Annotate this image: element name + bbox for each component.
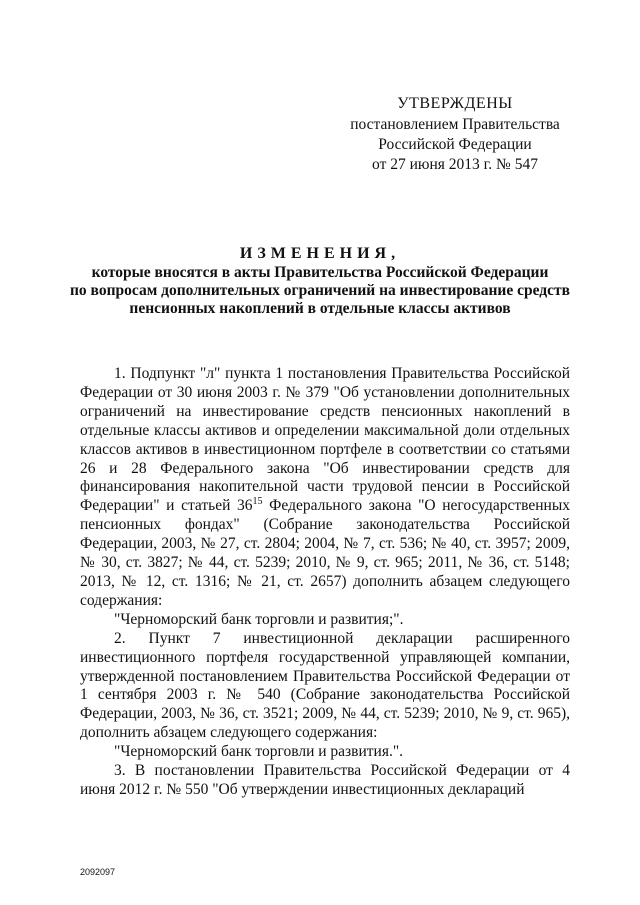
approval-line: постановлением Правительства: [350, 116, 560, 133]
title-line: которые вносятся в акты Правительства Российской Федерации: [91, 264, 549, 281]
title-main: ИЗМЕНЕНИЯ,: [239, 245, 401, 262]
paragraph-2: 2. Пункт 7 инвестиционной декларации расширенного инвестиционного портфеля государственной управляющей компании, утвержденной постановлением Правительства Российской Федерации от 1 сентября 2003 г. № 540 (Собрание законодательства Российской Федерации, 2003, № 36, ст. 3521; 2009, № 44, ст. 5239; 2010, № 9, ст. 965), дополнить абзацем следующего содержания:: [80, 629, 570, 742]
paragraph-3: 3. В постановлении Правительства Российской Федерации от 4 июня 2012 г. № 550 "Об утверждении инвестиционных деклараций: [80, 762, 570, 798]
approval-line: Российской Федерации: [378, 136, 532, 153]
paragraph-1-text-b: Федерального закона "О негосударственных пенсионных фондах" (Собрание законодательства Российской Федерации, 2003, № 27, ст. 2804; 2004, № 7, ст. 536; № 40, ст. 3957; 2009, № 30, ст. 3827; № 44, ст. 5239; 2010, № 9, ст. 965; 2011, № 36, ст. 5148; 2013, № 12, ст. 1316; № 21, ст. 2657) дополнить абзацем следующего содержания:: [80, 497, 570, 609]
footer-document-code: 2092097: [80, 867, 116, 877]
paragraph-1: [80, 365, 570, 611]
title-line: пенсионных накоплений в отдельные классы активов: [129, 300, 511, 317]
document-title: [60, 245, 580, 318]
approval-line: от 27 июня 2013 г. № 547: [372, 156, 538, 173]
superscript: 15: [252, 496, 263, 508]
quote-1: "Черноморский банк торговли и развития;".: [114, 610, 404, 628]
document-body: [80, 365, 570, 800]
quote-2: "Черноморский банк торговли и развития.".: [114, 743, 404, 761]
paragraph-1-text-a: 1. Подпункт "л" пункта 1 постановления Правительства Российской Федерации от 30 июня 2003 г. № 379 "Об установлении дополнительных ограничений на инвестирование средств пенсионных накоплений в отдельные классы активов и определении максимальной доли отдельных классов активов в инвестиционном портфеле в соответствии со статьями 26 и 28 Федерального закона "Об инвестировании средств для финансирования накопительной части трудовой пенсии в Российской Федерации" и статьей 36: [80, 365, 570, 515]
approval-heading: УТВЕРЖДЕНЫ: [397, 95, 513, 112]
approval-stamp: [330, 94, 580, 175]
title-line: по вопросам дополнительных ограничений на инвестирование средств: [70, 282, 570, 299]
